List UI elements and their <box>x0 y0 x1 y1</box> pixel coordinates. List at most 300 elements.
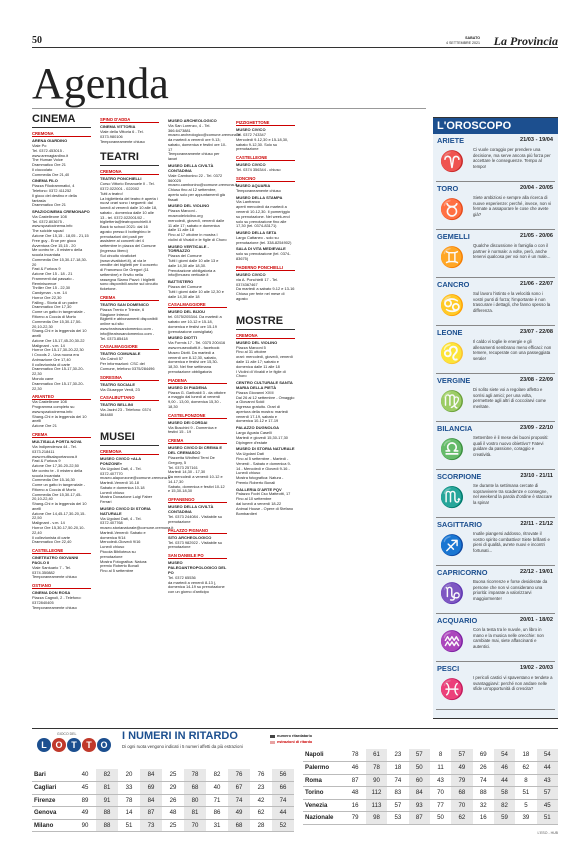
listing-line: Fast & Furious 9 <box>32 266 61 272</box>
lotto-table-right <box>303 749 558 825</box>
lotto-number: 16 <box>473 812 494 825</box>
listing-line: Animal House - Opere di Stefano Bombardieri <box>236 505 294 516</box>
listing-line: Mostra fotografica: Natura - Premio Roberto Bonali <box>236 475 284 485</box>
zodiac-icon: ♍ <box>439 391 465 414</box>
venue-name: CINEMA DON ROSA <box>32 590 71 596</box>
sign-name: BILANCIA <box>437 424 473 434</box>
sign-forecast: Se durante la settimana cercate di sopravvivere tra scadenze e consegne, nel weekend la parola d'ordine è staccare la spina! <box>473 483 553 506</box>
musei-list-2 <box>168 118 240 595</box>
lotto-number: 44 <box>537 762 558 775</box>
lotto-number: 42 <box>250 794 272 807</box>
sign-pesci <box>436 662 555 710</box>
lotto-number: 45 <box>74 782 96 795</box>
listing-line: da martedì a venerdì ore 9-13; sabato, domenica e festivi ore 10-17 <box>168 137 227 152</box>
lotto-number: 84 <box>140 769 162 782</box>
listing-line: Martedì-Venerdì 10-18 <box>100 480 139 486</box>
sign-name: PESCI <box>437 664 460 674</box>
lotto-number: 78 <box>344 749 365 762</box>
sign-name: CANCRO <box>437 280 470 290</box>
sign-forecast: I pericoli castici vi spaventano e tendete a svantaggiarvi: perché non andare nelle sfide un'opportunità di crescita? <box>473 675 553 692</box>
column-musei-2 <box>168 117 240 595</box>
venue-name: MUSEO AQUARIA <box>236 182 271 188</box>
lotto-number: 51 <box>515 787 536 800</box>
lotto-number: 90 <box>74 819 96 832</box>
lotto-number: 20 <box>118 769 140 782</box>
lotto-number: 40 <box>74 769 96 782</box>
lotto-number: 39 <box>515 812 536 825</box>
city-heading: PIADENA <box>168 378 227 384</box>
sign-forecast: Sul lavoro l'istinto e la velocità sono i vostri punti di forza; l'importante è non trascurare i dettagli, che fanno spesso la differenza. <box>473 291 551 314</box>
listing-line: Piazza Giovanni XXIII <box>236 389 274 395</box>
wheel-name: Torino <box>303 787 344 800</box>
listing-line: museo.storianaturale@comune.cremona.it <box>100 525 174 531</box>
listing-line: Mercoledì 9-12,30 e 15-18,30, sabato 9-12,30. Solo su prenotazione <box>236 136 289 152</box>
wheel-name: Genova <box>32 807 74 820</box>
venue-name: MUSEO DEL BIJOU <box>168 309 206 315</box>
listing-line: Il collezionista di carte <box>32 534 71 540</box>
city-heading: CASTELPONZONE <box>168 413 227 419</box>
lotto-number: 26 <box>473 762 494 775</box>
sign-capricorno <box>436 566 555 614</box>
sign-name: ARIETE <box>437 136 465 146</box>
zodiac-icon: ♌ <box>439 343 465 366</box>
listing-line: Piazzetta Winifred Terni De Gregory, 5 <box>168 455 215 465</box>
listing-line: www.museodiotti.it - facebook Museo Diotti. Da martedì a venerdì ore 8-12,30, sabato, domenica e festivi ore 15,30-18,30. Nel fine settimana prenotazione obbligatoria <box>168 345 220 374</box>
lotto-number: 74 <box>473 774 494 787</box>
lotto-number: 76 <box>228 769 250 782</box>
lotto-number: 73 <box>140 819 162 832</box>
venue-name: MUSEO DELLA CIVILTÀ CONTADINA <box>168 504 214 515</box>
cinema-heading: CINEMA <box>32 114 91 128</box>
listing-line: Il collezionista di carte <box>32 361 71 367</box>
city-heading: OFFANENGO <box>168 497 227 503</box>
lotto-number: 76 <box>250 769 272 782</box>
listing-line: da martedì a venerdì 8-13 (, domenica 14-19 su prenotazione con un giorno d'anticipo <box>168 579 225 595</box>
listing-line: Via Ugolani Dati <box>236 451 264 457</box>
lotto-number: 59 <box>494 812 515 825</box>
legend-label: estrazioni di ritardo <box>277 740 313 745</box>
listing-line: Avventura Ore 15,15 - 20 <box>32 242 76 248</box>
sign-name: CAPRICORNO <box>437 568 488 578</box>
listing-line: Via Ugolani Dati, 4 - Tel. 0372.407768 <box>100 515 142 526</box>
listing-line: Tutti a teatro! <box>100 190 123 196</box>
sign-dates: 23/07 - 22/08 <box>520 329 553 336</box>
listing-line: Frammenti dal passato - Reminiscence <box>32 275 74 286</box>
lotto-number: 53 <box>387 812 408 825</box>
listing-line: Fino al 17 ottobre in mostra I violini di Vivaldi e le figlie di Choro <box>168 232 227 242</box>
sign-name: LEONE <box>437 328 463 338</box>
lotto-subtitle: Di ogni ruota vengono indicati i 5 numeri affetti da più estrazioni <box>122 744 243 749</box>
lotto-number: 25 <box>162 769 184 782</box>
zodiac-icon: ♓ <box>439 679 465 702</box>
lotto-number: 54 <box>537 749 558 762</box>
lotto-number: 88 <box>473 787 494 800</box>
listing-line: Back to school 2021: dal 16 agosto presso il botteghino le prenotazioni dei posti per assistere ai concerti del 4 settembre in piazza del Comune (ingresso libero) <box>100 224 156 254</box>
listing-line: Via Ugolani Dati, 4 - Tel. 0372.407770 <box>100 465 142 476</box>
lotto-row <box>32 794 294 807</box>
lotto-number: 52 <box>272 819 294 832</box>
venue-name: TEATRO BELLINI <box>100 402 133 408</box>
wheel-name: Milano <box>32 819 74 832</box>
lotto-number: 113 <box>366 799 388 812</box>
lotto-row <box>32 819 294 832</box>
lotto-number: 91 <box>96 794 118 807</box>
teatri-list <box>100 169 159 418</box>
listing-line: Dal 26 al 12 settembre - Omaggio a Giovanni Soldi <box>236 394 295 405</box>
lotto-logo-ball: L <box>37 738 51 752</box>
sign-dates: 21/06 - 22/07 <box>520 281 553 288</box>
lotto-number: 57 <box>409 749 430 762</box>
lotto-number: 25 <box>162 819 184 832</box>
teatri-heading: TEATRI <box>100 152 159 166</box>
legend-label: numero ritardatario <box>277 734 313 738</box>
newspaper-logo: La Provincia <box>493 34 558 48</box>
listing-line: Tutti i giorni dalle 10 alle 13 e dalle 14,30 alle 18,30. Prenotazione obbligatoria a info@museo verticale.it <box>168 258 219 278</box>
listing-line: Commedia Ore 15,30-17,45-20,10-22,40 <box>32 491 82 502</box>
lotto-number: 79 <box>344 812 365 825</box>
spino-list <box>100 117 159 144</box>
wheel-name: Napoli <box>303 749 344 762</box>
sign-dates: 20/01 - 18/02 <box>520 617 553 624</box>
listing-line: Come un gatto in tangenziale - Ritorno a Coccia di Morto <box>32 482 85 492</box>
lotto-title: I NUMERI IN RITARDO <box>122 730 238 742</box>
listing-line: Via Castelleone 108 <box>32 213 67 219</box>
listing-line: museo.cambonino@comune.cremona.it <box>168 182 237 188</box>
listing-line: Stagione Intrecci <box>100 311 129 317</box>
city-heading: CREMA <box>100 295 159 301</box>
lotto-number: 70 <box>451 799 472 812</box>
sign-dates: 19/02 - 20/03 <box>520 665 553 672</box>
lotto-number: 23 <box>387 749 408 762</box>
issue-date <box>446 36 480 45</box>
listing-line: Martedì e giovedì 15,30-17,30 <box>236 434 288 440</box>
lotto-number: 74 <box>228 794 250 807</box>
lotto-number: 88 <box>96 807 118 820</box>
listing-line: Sabato e domenica 10-18 <box>100 484 145 490</box>
lotto-number: 11 <box>430 762 451 775</box>
listing-line: Fast & Furious 9 <box>32 458 61 464</box>
lotto-number: 71 <box>206 794 228 807</box>
lotto-logo-ball: T <box>82 738 96 752</box>
listing-line: museo.alaponzone@comune.cremona.it <box>100 475 170 481</box>
lotto-number: 74 <box>387 774 408 787</box>
sign-forecast: Buona ricorrenze e forse desiderate da persone che non vi considerano una priorità: imparate a valorizzarvi maggiormente! <box>473 579 548 602</box>
listing-line: Drammatico Ore 21 <box>32 162 66 168</box>
musei-list-3 <box>236 120 295 302</box>
listing-line: Il cioccolato <box>32 166 53 172</box>
lotto-number: 68 <box>451 787 472 800</box>
sign-forecast: Ci vuole coraggio per prendere una decisione, ma serve ancora più forza per accettare le conseguenze. Tempo al tempo! <box>473 147 551 170</box>
venue-name: MUSEO CIVICO DI STORIA NATURALE <box>100 505 151 516</box>
lotto-logo-ball: O <box>97 738 111 752</box>
lotto-number: 18 <box>387 762 408 775</box>
listing-line: Malignant - v.m. 14 <box>32 342 65 348</box>
sign-name: VERGINE <box>437 376 471 386</box>
lotto-number: 82 <box>206 769 228 782</box>
sign-forecast: Siete ambiziosi e sempre alla ricerca di nuove esperienze: perché, invece, non vi fermate a assaporare le cose che avete già? <box>473 195 552 218</box>
listing-line: Temporaneamente chiuso <box>32 604 77 610</box>
listing-line: Mondo cane <box>32 375 54 381</box>
listing-line: Via Giuseppe Verdi, 23 <box>100 386 140 392</box>
lotto-number: 93 <box>409 799 430 812</box>
listing-line: Falling - Storia di un padre <box>32 299 78 305</box>
lotto-number: 44 <box>272 807 294 820</box>
lotto-number: 58 <box>494 787 515 800</box>
lotto-number: 14 <box>118 807 140 820</box>
sign-scorpione <box>436 470 555 518</box>
sign-list <box>433 134 558 710</box>
sign-vergine <box>436 374 555 422</box>
lotto-number: 43 <box>537 774 558 787</box>
lotto-number: 56 <box>272 769 294 782</box>
lotto-number: 68 <box>228 819 250 832</box>
wheel-name: Firenze <box>32 794 74 807</box>
lotto-number: 68 <box>184 782 206 795</box>
lotto-number: 57 <box>387 799 408 812</box>
listing-line: Via Lanfranco <box>236 199 260 205</box>
lotto-row <box>303 774 558 787</box>
listing-line: Candyman - v.m. 14 <box>32 290 67 296</box>
venue-name: SITO ARCHEOLOGICO <box>168 534 212 540</box>
sign-bilancia <box>436 422 555 470</box>
city-heading: SONCINO <box>236 176 295 182</box>
city-heading: SPINO D'ADDA <box>100 117 159 123</box>
lotto-logo <box>37 733 117 755</box>
listing-line: Shang-Chi e la leggenda dei 10 anelli <box>32 501 87 511</box>
city-heading: PADERNO PONCHIELLI <box>236 265 295 271</box>
listing-line: Via Formis 17 - Tel. 0375 200416 <box>168 340 226 346</box>
listing-line: Sul circuito vivaticket (www.vivaticket.it), al via le vendite dei biglietti per il concerto di Francesco De Gregori (11 settembre) e l'invito nella rassegna Siamo Pazzi: i biglietti sono disponibili anche sul circuito ticketone. <box>100 252 158 292</box>
venue-name: PALAZZO DUGNOLGA <box>236 425 280 431</box>
lotto-number: 5 <box>515 799 536 812</box>
lotto-number: 62 <box>451 812 472 825</box>
wheel-name: Cagliari <box>32 782 74 795</box>
listing-line: Il gioco del destino e della fantasia <box>32 192 77 203</box>
sign-toro <box>436 182 555 230</box>
sign-cancro <box>436 278 555 326</box>
listing-line: Animazione Ore 17,40 <box>32 356 71 362</box>
lotto-number: 8 <box>515 774 536 787</box>
city-heading: OSTIANO <box>32 583 91 589</box>
venue-name: MUSEO CIVICO <box>236 272 266 277</box>
lotto-number: 18 <box>515 749 536 762</box>
lotto-number: 78 <box>118 794 140 807</box>
lotto-number: 69 <box>140 782 162 795</box>
sign-forecast: Settembre è il mese dei buoni propositi: quali il vostro nuovo obiettivo? Fatevi guidare da passione, coraggio e creatività. <box>473 435 549 458</box>
lotto-number: 62 <box>250 807 272 820</box>
listing-line: Commedia Ore 15-16,30 <box>32 477 75 483</box>
listing-line: Azione Ore 15 - 18 - 21 <box>32 271 73 277</box>
lotto-number: 16 <box>344 799 365 812</box>
lotto-number: 50 <box>430 812 451 825</box>
listing-line: Me contro te - Il mistero della scuola incantata <box>32 467 83 478</box>
listing-line: Horror Ore 22,30 <box>32 294 62 300</box>
venue-name: MUSEO DEL VIOLINO <box>236 339 278 345</box>
venue-name: MUSEO VERTICALE - TORRAZZO <box>168 243 209 254</box>
venue-name: CINEMA VITTORIA <box>100 124 136 130</box>
listing-line: Horror Ore 15,30-17,50-20,10-22,40 <box>32 525 85 535</box>
lotto-number: 62 <box>515 762 536 775</box>
city-heading: CASALMAGGIORE <box>100 344 159 350</box>
venue-name: MUSEO DELLA STAMPA <box>236 194 283 200</box>
listing-line: Chiuso per ferie nel mese di agosto <box>236 291 285 301</box>
listing-line: Tel. 0372 65536 <box>168 574 196 580</box>
sign-dates: 20/04 - 20/05 <box>520 185 553 192</box>
horoscope-title: L'OROSCOPO <box>433 118 558 134</box>
listing-line: www.multisalaportanova.it <box>32 453 77 459</box>
listing-line: via A. Ponchielli 17 - Tel. 0374367467 <box>236 276 279 287</box>
lotto-row <box>32 807 294 820</box>
listing-line: Thriller Ore 15 - 22,30 <box>32 285 71 291</box>
city-heading: PALAZZO PIGNANO <box>168 528 227 534</box>
lotto-number: 45 <box>537 799 558 812</box>
sign-leone <box>436 326 555 374</box>
lotto-number: 46 <box>344 762 365 775</box>
lotto-table-left <box>32 769 294 832</box>
lotto-box <box>32 728 558 828</box>
lotto-row <box>303 812 558 825</box>
lotto-row <box>303 787 558 800</box>
listing-line: Lunedì chiuso <box>100 544 125 550</box>
listing-line: Via Buschini 9 - Domenica e festivi 15 - 19 <box>168 424 217 435</box>
venue-name: MUSEO PALEOANTROPOLOGICO DEL PO <box>168 560 227 576</box>
mostre-heading: MOSTRE <box>236 316 295 330</box>
listing-line: Horror Ore 15-17,30-20-22,30 <box>32 347 84 353</box>
lotto-number: 78 <box>184 769 206 782</box>
lotto-number: 23 <box>250 782 272 795</box>
listing-line: Piazza del Comune <box>168 253 202 259</box>
lotto-number: 40 <box>206 782 228 795</box>
lotto-number: 51 <box>118 819 140 832</box>
footer-credit: L'ESO - HUB <box>537 831 558 835</box>
listing-line: Azione Ore 17,30-20-22,50 <box>32 463 79 469</box>
listing-line: Piccola Biblioteca su prenotazione <box>100 548 136 559</box>
city-heading: CASALMAGGIORE <box>168 302 227 308</box>
sign-dates: 23/10 - 21/11 <box>520 473 553 480</box>
lotto-number: 112 <box>366 787 388 800</box>
lotto-number: 26 <box>162 794 184 807</box>
lotto-number: 69 <box>473 749 494 762</box>
city-heading: CREMONA <box>100 449 159 455</box>
venue-name: GALLERIA D'ARTE PQV <box>236 486 282 492</box>
listing-line: Via Castelleone 108 <box>32 399 67 405</box>
lotto-number: 49 <box>451 762 472 775</box>
lotto-number: 89 <box>74 794 96 807</box>
listing-line: museo.archeologico@comune.cremona.it <box>168 132 240 138</box>
sign-forecast: Inutile piangersi addosso, ritrovate il vostro spirito combattivo! Siete brillanti e pieni di qualità, avrete nuovi e incontri fortunati... <box>473 531 550 554</box>
sign-name: GEMELLI <box>437 232 470 242</box>
venue-name: TEATRO SAN DOMENICO <box>100 302 149 308</box>
venue-name: MUSEO DIOTTI <box>168 335 197 341</box>
sign-dates: 22/11 - 21/12 <box>520 521 553 528</box>
venue-name: SALA DI VITA MEDIEVALE <box>236 246 286 252</box>
lotto-number: 70 <box>184 819 206 832</box>
lotto-row <box>32 782 294 795</box>
lotto-number: 90 <box>366 774 388 787</box>
listing-line: Tel. 0372 743347 <box>236 132 266 137</box>
lotto-number: 8 <box>430 749 451 762</box>
city-heading: SAN DANIELE PO <box>168 553 227 559</box>
city-heading: CREMONA <box>100 169 159 175</box>
listing-line: Commedia Ore 15,30-17,50-20,10-22,30 <box>32 318 82 329</box>
wheel-name: Palermo <box>303 762 344 775</box>
lotto-number: 50 <box>409 762 430 775</box>
listing-line: Tel. 0373 257161 <box>168 464 198 470</box>
listing-line: Largo Cattaneo - solo su prenotazione (tel. 338-8254902) <box>236 234 292 245</box>
listing-line: Malignant - v.m. 14 <box>32 520 65 526</box>
page-number: 50 <box>32 35 42 46</box>
lotto-number: 78 <box>366 762 388 775</box>
listing-line: Mostra Donazione Luigi Faber Ferrari <box>100 494 153 505</box>
listing-line: Piazza Filodrammatici, 4 Telefono: 0372 411252 <box>32 183 75 193</box>
zodiac-icon: ♏ <box>439 487 465 510</box>
venue-name: TEATRO PONCHIELLI <box>100 176 142 182</box>
sign-dates: 21/05 - 20/06 <box>520 233 553 240</box>
listing-line: Fino al 5 settembre - Martedì - Venerdì - Sabato e domenica 9-14 - Mercoledì e Giovedì 9-16 - Lunedì chiuso <box>236 455 291 476</box>
listing-line: Biglietti e abbonamenti disponibili online sul sito www.teatrosandomenico.com - info@teatrosandomenico.com - Tel. 0373.85418 <box>100 316 158 341</box>
venue-name: MUSEO DELLA CIVILTÀ CONTADINA <box>168 163 214 173</box>
lotto-number: 81 <box>184 807 206 820</box>
lotto-number: 86 <box>206 807 228 820</box>
listing-line: Palazzo Fodri Cso Matteotti, 17 <box>236 491 291 497</box>
listing-line: Chiuso fino al 12 settembre, aperto solo per appuntamenti già fissati <box>168 187 225 202</box>
sign-forecast: Con la testa tra le nuvole, un libro in mano e la musica nelle orecchie: non cambiate mai, siete affascinanti e autentici. <box>473 627 544 650</box>
venue-name: MUSEO DEI CORDAI <box>168 419 208 425</box>
listing-line: Temporaneamente chiuso per lavori <box>168 151 220 162</box>
mostre-list <box>236 333 295 517</box>
venue-name: TEATRO COMUNALE <box>100 351 141 357</box>
listing-line: Shang-Chi e la leggenda dei 10 anelli <box>32 413 87 424</box>
column-cinema <box>32 114 91 611</box>
city-heading: CREMONA <box>236 333 295 339</box>
lotto-number: 57 <box>537 787 558 800</box>
listing-line: Via Indipendenza 44 - Tel. 0373.218411 <box>32 443 77 454</box>
lotto-legend <box>270 733 312 745</box>
lotto-game-label: GIOCO DEL <box>57 732 77 736</box>
listing-line: Drammatico Ore 15-17,30-20-22,30 <box>32 366 84 377</box>
lotto-number: 31 <box>206 819 228 832</box>
listing-line: Tel. 0373 982922 - Visitabile su prenotazione <box>168 539 223 550</box>
venue-name: CINETEATRO GIOVANNI PAOLO II <box>32 555 79 566</box>
sign-name: TORO <box>437 184 459 194</box>
lotto-number: 80 <box>184 794 206 807</box>
city-heading: CREMA <box>32 432 91 438</box>
venue-name: SPAZIOCINEMA CREMONAPO <box>32 209 90 215</box>
lotto-number: 82 <box>96 769 118 782</box>
lotto-number: 66 <box>272 782 294 795</box>
lotto-number: 82 <box>494 799 515 812</box>
listing-line: Piazza del Comune <box>168 284 202 290</box>
venue-name: CENTRO CULTURALE SANTA MARIA DELLA PIETÀ <box>236 380 293 390</box>
listing-line: Tutti i giorni dalle 10 alle 12,30 e dalle 14,30 alle 18 <box>168 288 224 299</box>
horoscope-box <box>433 117 558 719</box>
lotto-number: 29 <box>162 782 184 795</box>
listing-line: orari: mercoledì, giovedì, venerdì dalle 11 alle 17; sabato e domenica dalle 11 alle 18 <box>236 354 293 369</box>
listing-line: Mostra Fotografica: Natura: premio Roberto Bonali <box>100 558 148 569</box>
listing-line: Drammatico Ore 21 <box>32 202 66 208</box>
sign-dates: 23/09 - 22/10 <box>520 425 553 432</box>
listing-line: Da mercoledì a venerdì 10-12 e 14-17,30 <box>168 474 223 484</box>
wheel-name: Roma <box>303 774 344 787</box>
venue-name: TEATRO SOCIALE <box>100 381 136 387</box>
lotto-number: 61 <box>366 749 388 762</box>
lotto-number: 32 <box>473 799 494 812</box>
city-heading: ARIANTEO <box>32 394 91 400</box>
cinema-list <box>32 131 91 611</box>
city-heading: CASTELLEONE <box>32 548 91 554</box>
sign-name: SAGITTARIO <box>437 520 483 530</box>
listing-line: Piazza Marconi - museodelviolino.org <box>168 208 203 218</box>
